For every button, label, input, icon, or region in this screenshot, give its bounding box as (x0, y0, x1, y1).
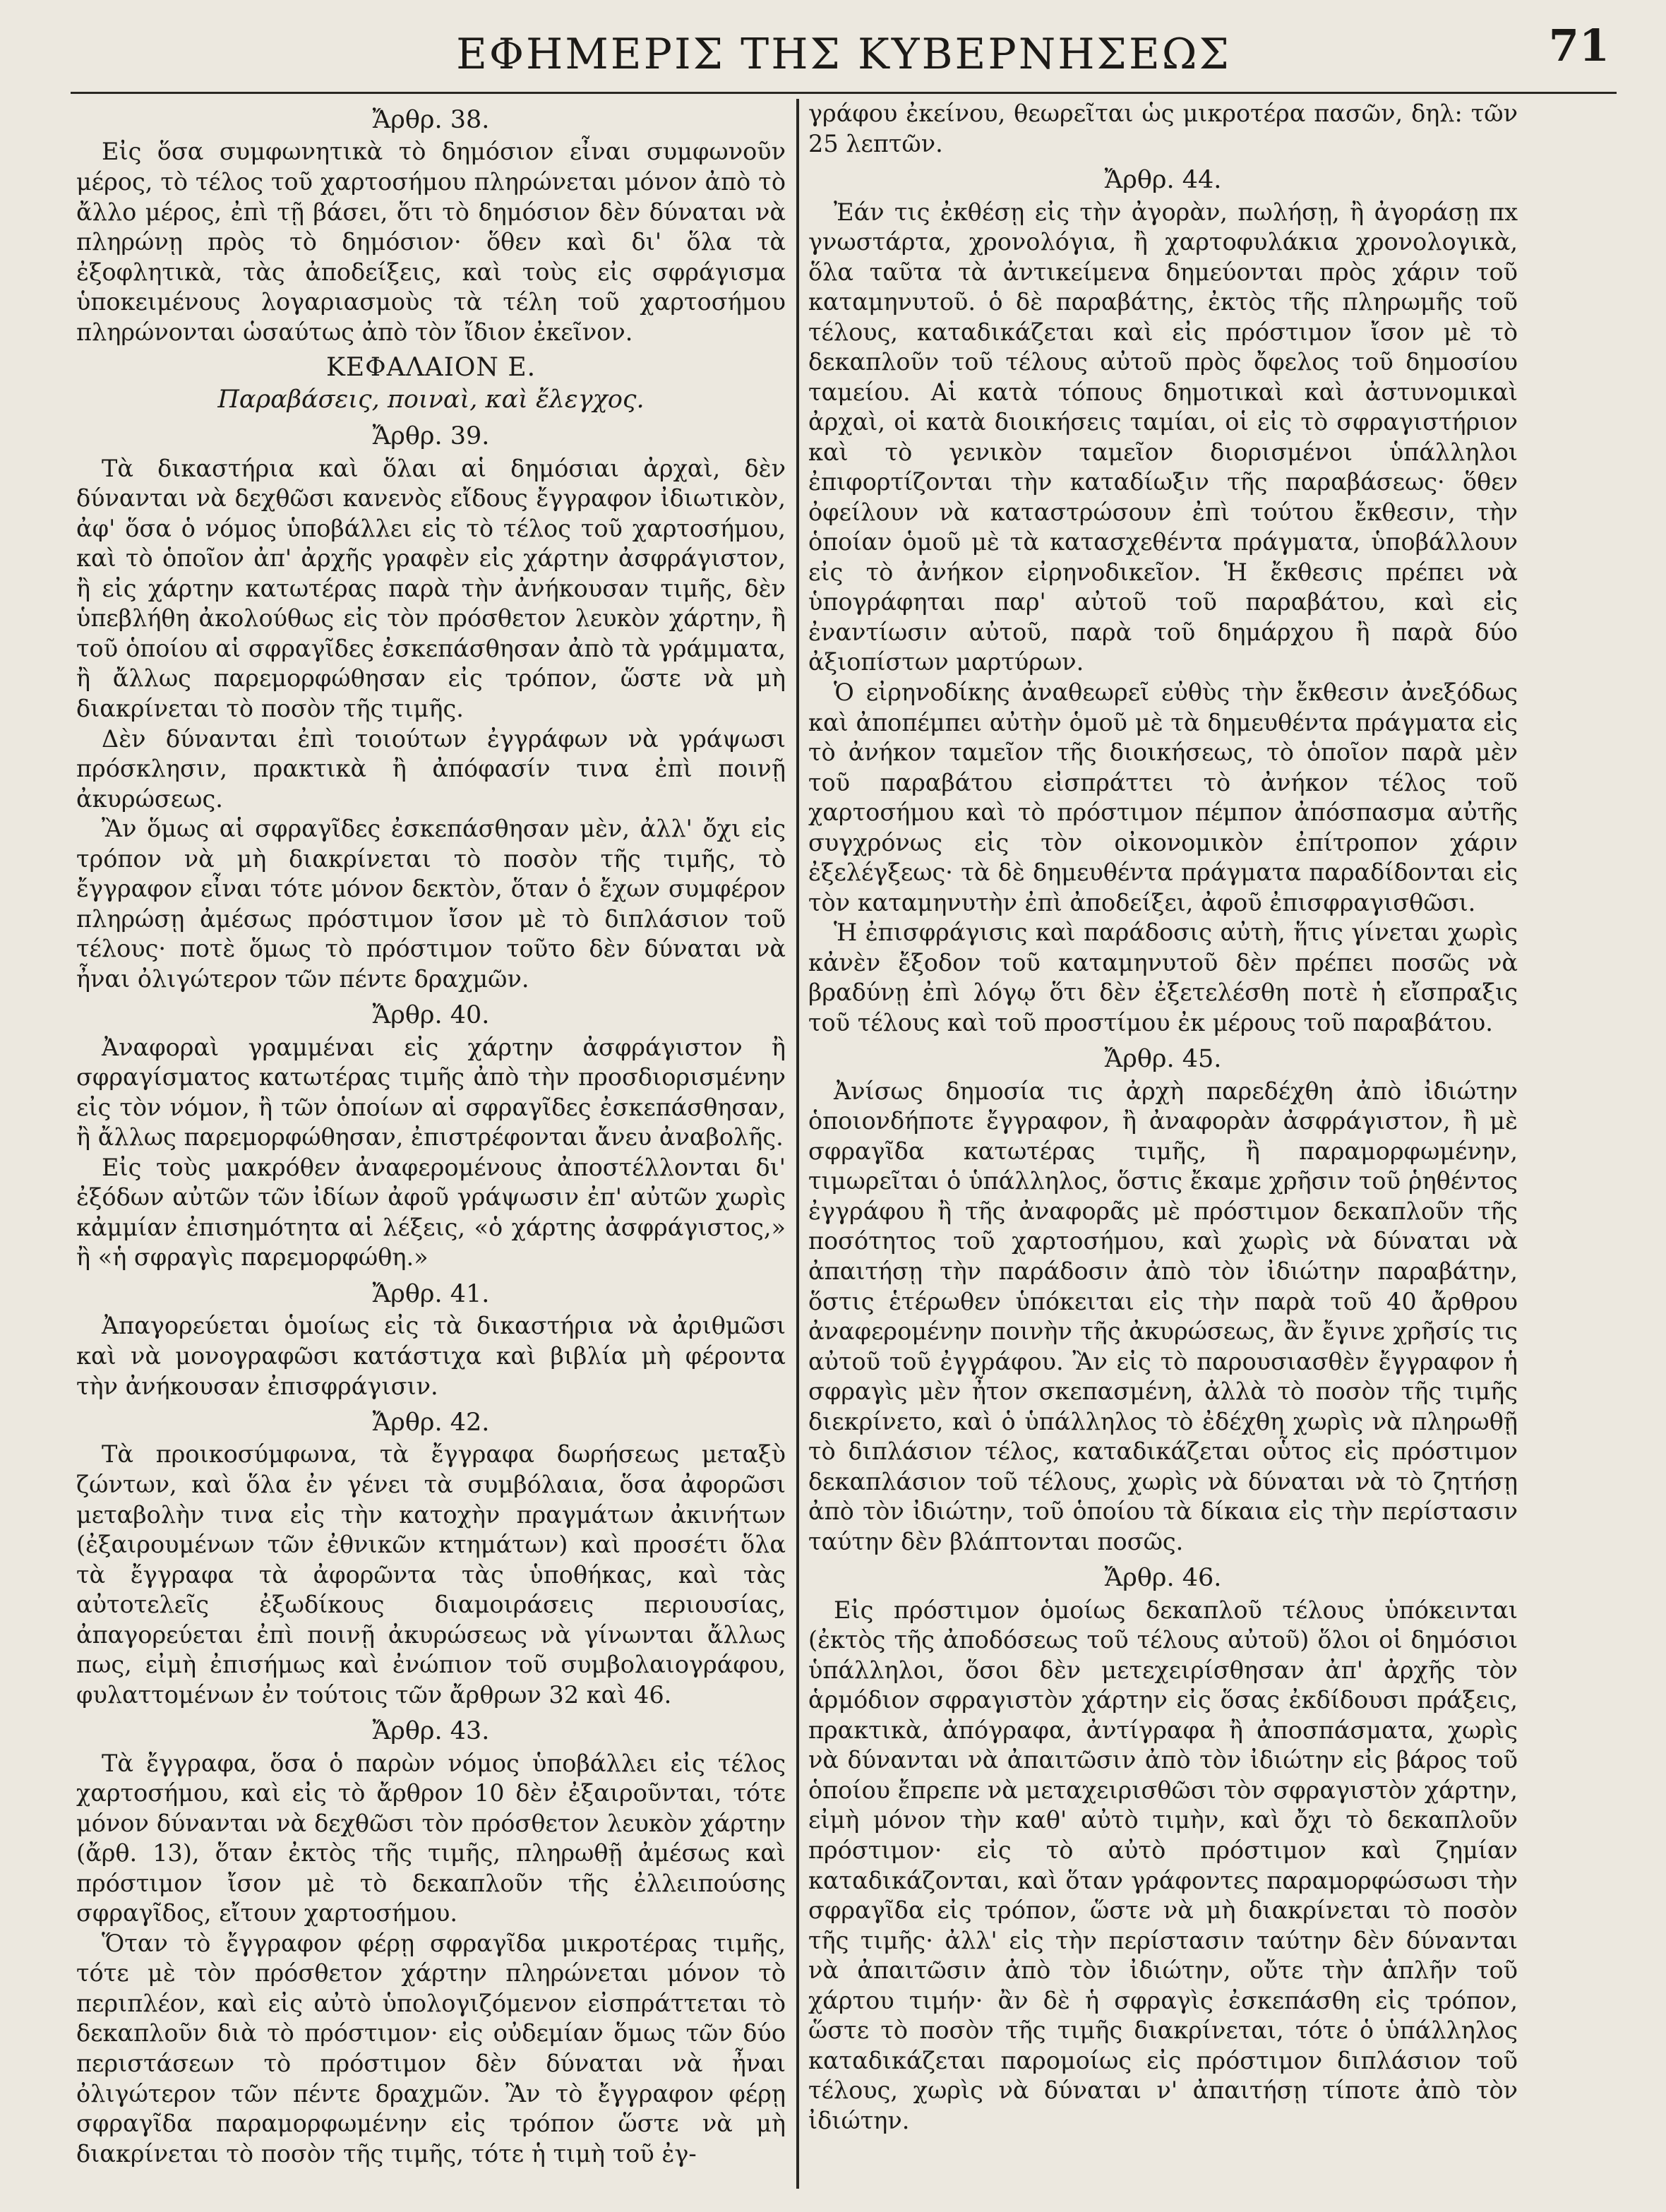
article-heading: Ἄρθρ. 40. (372, 1001, 490, 1030)
newspaper-title: ΕΦΗΜΕΡΙΣ ΤΗΣ ΚΥΒΕΡΝΗΣΕΩΣ (456, 30, 1231, 79)
right-column (808, 99, 1518, 2189)
column-divider (796, 99, 799, 2189)
article-heading: Ἄρθρ. 42. (372, 1409, 490, 1437)
paragraph: Ἀναφοραὶ γραμμέναι εἰς χάρτην ἀσφράγιστον ἢ σφραγίσματος κατωτέρας τιμῆς ἀπὸ τὴν προσδιορισμένην εἰς τὸν νόμον, ἢ τῶν ὁποίων αἱ σφραγῖδες ἐσκεπάσθησαν, ἢ ἄλλως παρεμορφώθησαν, ἐπιστρέφονται ἄνευ ἀναβολῆς. (76, 1033, 786, 1152)
paragraph-continued: γράφου ἐκείνου, θεωρεῖται ὡς μικροτέρα πασῶν, δηλ: τῶν 25 λεπτῶν. (808, 100, 1518, 157)
paragraph: Ἡ ἐπισφράγισις καὶ παράδοσις αὐτὴ, ἥτις γίνεται χωρὶς κἀνὲν ἔξοδον τοῦ καταμηνυτοῦ δὲν πρέπει ποσῶς νὰ βραδύνῃ ἐπὶ λόγῳ ὅτι δὲν ἐξετελέσθη ποτὲ ἡ εἴσπραξις τοῦ τέλους καὶ τοῦ προστίμου ἐκ μέρους τοῦ παραβάτου. (808, 919, 1518, 1036)
paragraph: Δὲν δύνανται ἐπὶ τοιούτων ἐγγράφων νὰ γράψωσι πρόσκλησιν, πρακτικὰ ἢ ἀπόφασίν τινα ἐπὶ ποινῇ ἀκυρώσεως. (76, 724, 786, 813)
paragraph: Ὅταν τὸ ἔγγραφον φέρῃ σφραγῖδα μικροτέρας τιμῆς, τότε μὲ τὸν πρόσθετον χάρτην πληρώνεται μόνον τὸ περιπλέον, καὶ εἰς αὐτὸ ὑπολογιζόμενον εἰσπράττεται τὸ δεκαπλοῦν διὰ τὸ πρόστιμον· εἰς οὐδεμίαν ὅμως τῶν δύο περιστάσεων τὸ πρόστιμον δὲν δύναται νὰ ἦναι ὀλιγώτερον τῶν πέντε δραχμῶν. Ἂν τὸ ἔγγραφον φέρῃ σφραγῖδα παραμορφωμένην εἰς τρόπον ὥστε νὰ μὴ διακρίνεται τὸ ποσὸν τῆς τιμῆς, τότε ἡ τιμὴ τοῦ ἐγ- (76, 1929, 786, 2168)
page-header (71, 14, 1617, 94)
paragraph: Τὰ δικαστήρια καὶ ὅλαι αἱ δημόσιαι ἀρχαὶ, δὲν δύνανται νὰ δεχθῶσι κανενὸς εἴδους ἔγγραφον ἰδιωτικὸν, ἀφ' ὅσα ὁ νόμος ὑποβάλλει εἰς τὸ τέλος τοῦ χαρτοσήμου, καὶ τὸ ὁποῖον ἀπ' ἀρχῆς γραφὲν εἰς χάρτην ἀσφράγιστον, ἢ εἰς χάρτην κατωτέρας παρὰ τὴν ἀνήκουσαν τιμῆς, δὲν ὑπεβλήθη ἀκολούθως εἰς τὸν πρόσθετον λευκὸν χάρτην, ἢ τοῦ ὁποίου αἱ σφραγῖδες ἐσκεπάσθησαν ἀπὸ τὰ γράμματα, ἢ ἄλλως παρεμορφώθησαν εἰς τρόπον, ὥστε νὰ μὴ διακρίνεται τὸ ποσὸν τῆς τιμῆς. (76, 454, 786, 722)
chapter-heading: ΚΕΦΑΛΑΙΟΝ Ε. (325, 353, 537, 383)
article-heading: Ἄρθρ. 38. (372, 106, 490, 134)
page-number: 71 (1548, 20, 1610, 71)
paragraph: Ἀπαγορεύεται ὁμοίως εἰς τὰ δικαστήρια νὰ ἀριθμῶσι καὶ νὰ μονογραφῶσι κατάστιχα καὶ βιβλία μὴ φέροντα τὴν ἀνήκουσαν ἐπισφράγισιν. (76, 1312, 786, 1400)
paragraph: Ἀνίσως δημοσία τις ἀρχὴ παρεδέχθη ἀπὸ ἰδιώτην ὁποιονδήποτε ἔγγραφον, ἢ ἀναφορὰν ἀσφράγιστον, ἢ μὲ σφραγῖδα κατωτέρας τιμῆς, ἢ παραμορφωμένην, τιμωρεῖται ὁ ὑπάλληλος, ὅστις ἔκαμε χρῆσιν τοῦ ῥηθέντος ἐγγράφου ἢ τῆς ἀναφορᾶς μὲ πρόστιμον δεκαπλοῦν τῆς ποσότητος τοῦ χαρτοσήμου, καὶ χωρὶς νὰ δύναται νὰ ἀπαιτήσῃ τὴν παράδοσιν ἀπὸ τὸν ἰδιώτην παραβάτην, ὅστις ἑτέρωθεν ὑπόκειται εἰς τὴν παρὰ τοῦ 40 ἄρθρου ἀναφερομένην ποινὴν τῆς ἀκυρώσεως, ἂν ἔγινε χρῆσίς τις αὐτοῦ τοῦ ἐγγράφου. Ἂν εἰς τὸ παρουσιασθὲν ἔγγραφον ἡ σφραγὶς μὲν ἦτον σκεπασμένη, ἀλλὰ τὸ ποσὸν τῆς τιμῆς διεκρίνετο, καὶ ὁ ὑπάλληλος τὸ ἐδέχθη χωρὶς νὰ πληρωθῇ τὸ διπλάσιον τέλος, καταδικάζεται οὗτος εἰς πρόστιμον δεκαπλάσιον τοῦ τέλους, χωρὶς νὰ δύναται νὰ τὸ ζητήσῃ ἀπὸ τὸν ἰδιώτην, τοῦ ὁποίου τὰ δίκαια εἰς τὴν περίστασιν ταύτην δὲν βλάπτονται ποσῶς. (808, 1077, 1518, 1555)
paragraph: Ἂν ὅμως αἱ σφραγῖδες ἐσκεπάσθησαν μὲν, ἀλλ' ὄχι εἰς τρόπον νὰ μὴ διακρίνεται τὸ ποσὸν τῆς τιμῆς, τὸ ἔγγραφον εἶναι τότε μόνον δεκτὸν, ὅταν ὁ ἔχων συμφέρον πληρώσῃ ἀμέσως πρόστιμον ἴσον μὲ τὸ διπλάσιον τοῦ τέλους· ποτὲ ὅμως τὸ πρόστιμον τοῦτο δὲν δύναται νὰ ἦναι ὀλιγώτερον τῶν πέντε δραχμῶν. (76, 815, 786, 993)
paragraph: Τὰ ἔγγραφα, ὅσα ὁ παρὼν νόμος ὑποβάλλει εἰς τέλος χαρτοσήμου, καὶ εἰς τὸ ἄρθρον 10 δὲν ἐξαιροῦνται, τότε μόνον δύνανται νὰ δεχθῶσι τὸν πρόσθετον λευκὸν χάρτην (ἄρθ. 13), ὅταν ἐκτὸς τῆς τιμῆς, πληρωθῇ ἀμέσως καὶ πρόστιμον ἴσον μὲ τὸ δεκαπλοῦν τῆς ἐλλειπούσης σφραγῖδος, εἴτουν χαρτοσήμου. (76, 1749, 786, 1927)
article-heading: Ἄρθρ. 44. (1104, 166, 1222, 195)
paragraph: Εἰς τοὺς μακρόθεν ἀναφερομένους ἀποστέλλονται δι' ἐξόδων αὐτῶν τῶν ἰδίων ἀφοῦ γράψωσιν ἐπ' αὐτῶν χωρὶς κἀμμίαν ἐπισημότητα αἱ λέξεις, «ὁ χάρτης ἀσφράγιστος,» ἢ «ἡ σφραγὶς παρεμορφώθη.» (76, 1153, 786, 1272)
paragraph: Εἰς ὅσα συμφωνητικὰ τὸ δημόσιον εἶναι συμφωνοῦν μέρος, τὸ τέλος τοῦ χαρτοσήμου πληρώνεται μόνον ἀπὸ τὸ ἄλλο μέρος, ἐπὶ τῇ βάσει, ὅτι τὸ δημόσιον δὲν δύναται νὰ πληρώνῃ πρὸς τὸ δημόσιον· ὅθεν καὶ δι' ὅλα τὰ ἐξοφλητικὰ, τὰς ἀποδείξεις, καὶ τοὺς εἰς σφράγισμα ὑποκειμένους λογαριασμοὺς τὰ τέλη τοῦ χαρτοσήμου πληρώνονται ὡσαύτως ἀπὸ τὸν ἴδιον ἐκεῖνον. (76, 138, 786, 346)
paragraph: Ἐάν τις ἐκθέσῃ εἰς τὴν ἀγορὰν, πωλήσῃ, ἢ ἀγοράσῃ πx γνωστάρτα, χρονολόγια, ἢ χαρτοφυλάκια χρονολογικὰ, ὅλα ταῦτα τὰ ἀντικείμενα δημεύονται πρὸς χάριν τοῦ καταμηνυτοῦ. ὁ δὲ παραβάτης, ἐκτὸς τῆς πληρωμῆς τοῦ τέλους, καταδικάζεται καὶ εἰς πρόστιμον ἴσον μὲ τὸ δεκαπλοῦν τοῦ τέλους αὐτοῦ πρὸς ὄφελος τοῦ δημοσίου ταμείου. Αἱ κατὰ τόπους δημοτικαὶ καὶ ἀστυνομικαὶ ἀρχαὶ, οἱ κατὰ διοικήσεις ταμίαι, οἱ εἰς τὸ σφραγιστήριον καὶ τὸ γενικὸν ταμεῖον διορισμένοι ὑπάλληλοι ἐπιφορτίζονται τὴν καταδίωξιν τῆς παραβάσεως· ὅθεν ὀφείλουν νὰ καταστρώσουν ἐπὶ τούτου ἔκθεσιν, τὴν ὁποίαν ὁμοῦ μὲ τὰ κατασχεθέντα πράγματα, ὑποβάλλουν εἰς τὸ ἀνήκον εἰρηνοδικεῖον. Ἡ ἔκθεσις πρέπει νὰ ὑπογράφηται παρ' αὐτοῦ τοῦ παραβάτου, καὶ εἰς ἐναντίωσιν αὐτοῦ, παρὰ τοῦ δημάρχου ἢ παρὰ δύο ἀξιοπίστων μαρτύρων. (808, 198, 1518, 676)
article-heading: Ἄρθρ. 43. (372, 1717, 490, 1746)
paragraph: Τὰ προικοσύμφωνα, τὰ ἔγγραφα δωρήσεως μεταξὺ ζώντων, καὶ ὅλα ἐν γένει τὰ συμβόλαια, ὅσα ἀφορῶσι μεταβολὴν τινα εἰς τὴν κατοχὴν πραγμάτων ἀκινήτων (ἐξαιρουμένων τῶν ἐθνικῶν κτημάτων) καὶ προσέτι ὅλα τὰ ἔγγραφα τὰ ἀφορῶντα τὰς ὑποθήκας, καὶ τὰς αὐτοτελεῖς ἐξωδίκους διαμοιράσεις περιουσίας, ἀπαγορεύεται ἐπὶ ποινῇ ἀκυρώσεως νὰ γίνωνται ἄλλως πως, εἰμὴ ἐπισήμως καὶ ἐνώπιον τοῦ συμβολαιογράφου, φυλαττομένων ἐν τούτοις τῶν ἄρθρων 32 καὶ 46. (76, 1440, 786, 1709)
article-heading: Ἄρθρ. 46. (1104, 1564, 1222, 1593)
chapter-subtitle: Παραβάσεις, ποιναὶ, καὶ ἔλεγχος. (217, 385, 645, 414)
paragraph: Εἰς πρόστιμον ὁμοίως δεκαπλοῦ τέλους ὑπόκεινται (ἐκτὸς τῆς ἀποδόσεως τοῦ τέλους αὐτοῦ) ὅλοι οἱ δημόσιοι ὑπάλληλοι, ὅσοι δὲν μετεχειρίσθησαν ἀπ' ἀρχῆς τὸν ἁρμόδιον σφραγιστὸν χάρτην εἰς ὅσας ἐκδίδουσι πράξεις, πρακτικὰ, ἀπόγραφα, ἀντίγραφα ἢ ἀποσπάσματα, χωρὶς νὰ δύνανται νὰ ἀπαιτῶσιν ἀπὸ τὸν ἰδιώτην εἰς βάρος τοῦ ὁποίου ἔπρεπε νὰ μεταχειρισθῶσι τὸν σφραγιστὸν χάρτην, εἰμὴ μόνον τὴν καθ' αὐτὸ τιμὴν, καὶ ὄχι τὸ δεκαπλοῦν πρόστιμον· εἰς τὸ αὐτὸ πρόστιμον καὶ ζημίαν καταδικάζονται, καὶ ὅταν γράφοντες παραμορφώσωσι τὴν σφραγῖδα εἰς τρόπον, ὥστε νὰ μὴ διακρίνεται τὸ ποσὸν τῆς τιμῆς· ἀλλ' εἰς τὴν περίστασιν ταύτην δὲν δύνανται νὰ ἀπαιτῶσιν ἀπὸ τὸν ἰδιώτην, οὔτε τὴν ἁπλῆν τοῦ χάρτου τιμήν· ἂν δὲ ἡ σφραγὶς ἐσκεπάσθη εἰς τρόπον, ὥστε τὸ ποσὸν τῆς τιμῆς διακρίνεται, τότε ὁ ὑπάλληλος καταδικάζεται παρομοίως εἰς πρόστιμον διπλάσιον τοῦ τέλους, χωρὶς νὰ δύναται ν' ἀπαιτήσῃ τίποτε ἀπὸ τὸν ἰδιώτην. (808, 1596, 1518, 2134)
paragraph: Ὁ εἰρηνοδίκης ἀναθεωρεῖ εὐθὺς τὴν ἔκθεσιν ἀνεξόδως καὶ ἀποπέμπει αὐτὴν ὁμοῦ μὲ τὰ δημευθέντα πράγματα εἰς τὸ ἀνήκον ταμεῖον τῆς διοικήσεως, τὸ ὁποῖον παρὰ μὲν τοῦ παραβάτου εἰσπράττει τὸ ἀνήκον τέλος τοῦ χαρτοσήμου καὶ τὸ πρόστιμον πέμπον ἀπόσπασμα αὐτῆς συγχρόνως εἰς τὸν οἰκονομικὸν ἐπίτροπον χάριν ἐξελέγξεως· τὰ δὲ δημευθέντα πράγματα παραδίδονται εἰς τὸν καταμηνυτὴν ἐπὶ ἀποδείξει, ἀφοῦ ἐπισφραγισθῶσι. (808, 678, 1518, 916)
article-heading: Ἄρθρ. 45. (1104, 1045, 1222, 1074)
article-heading: Ἄρθρ. 41. (372, 1280, 490, 1308)
article-heading: Ἄρθρ. 39. (372, 422, 490, 451)
left-column (76, 99, 786, 2189)
